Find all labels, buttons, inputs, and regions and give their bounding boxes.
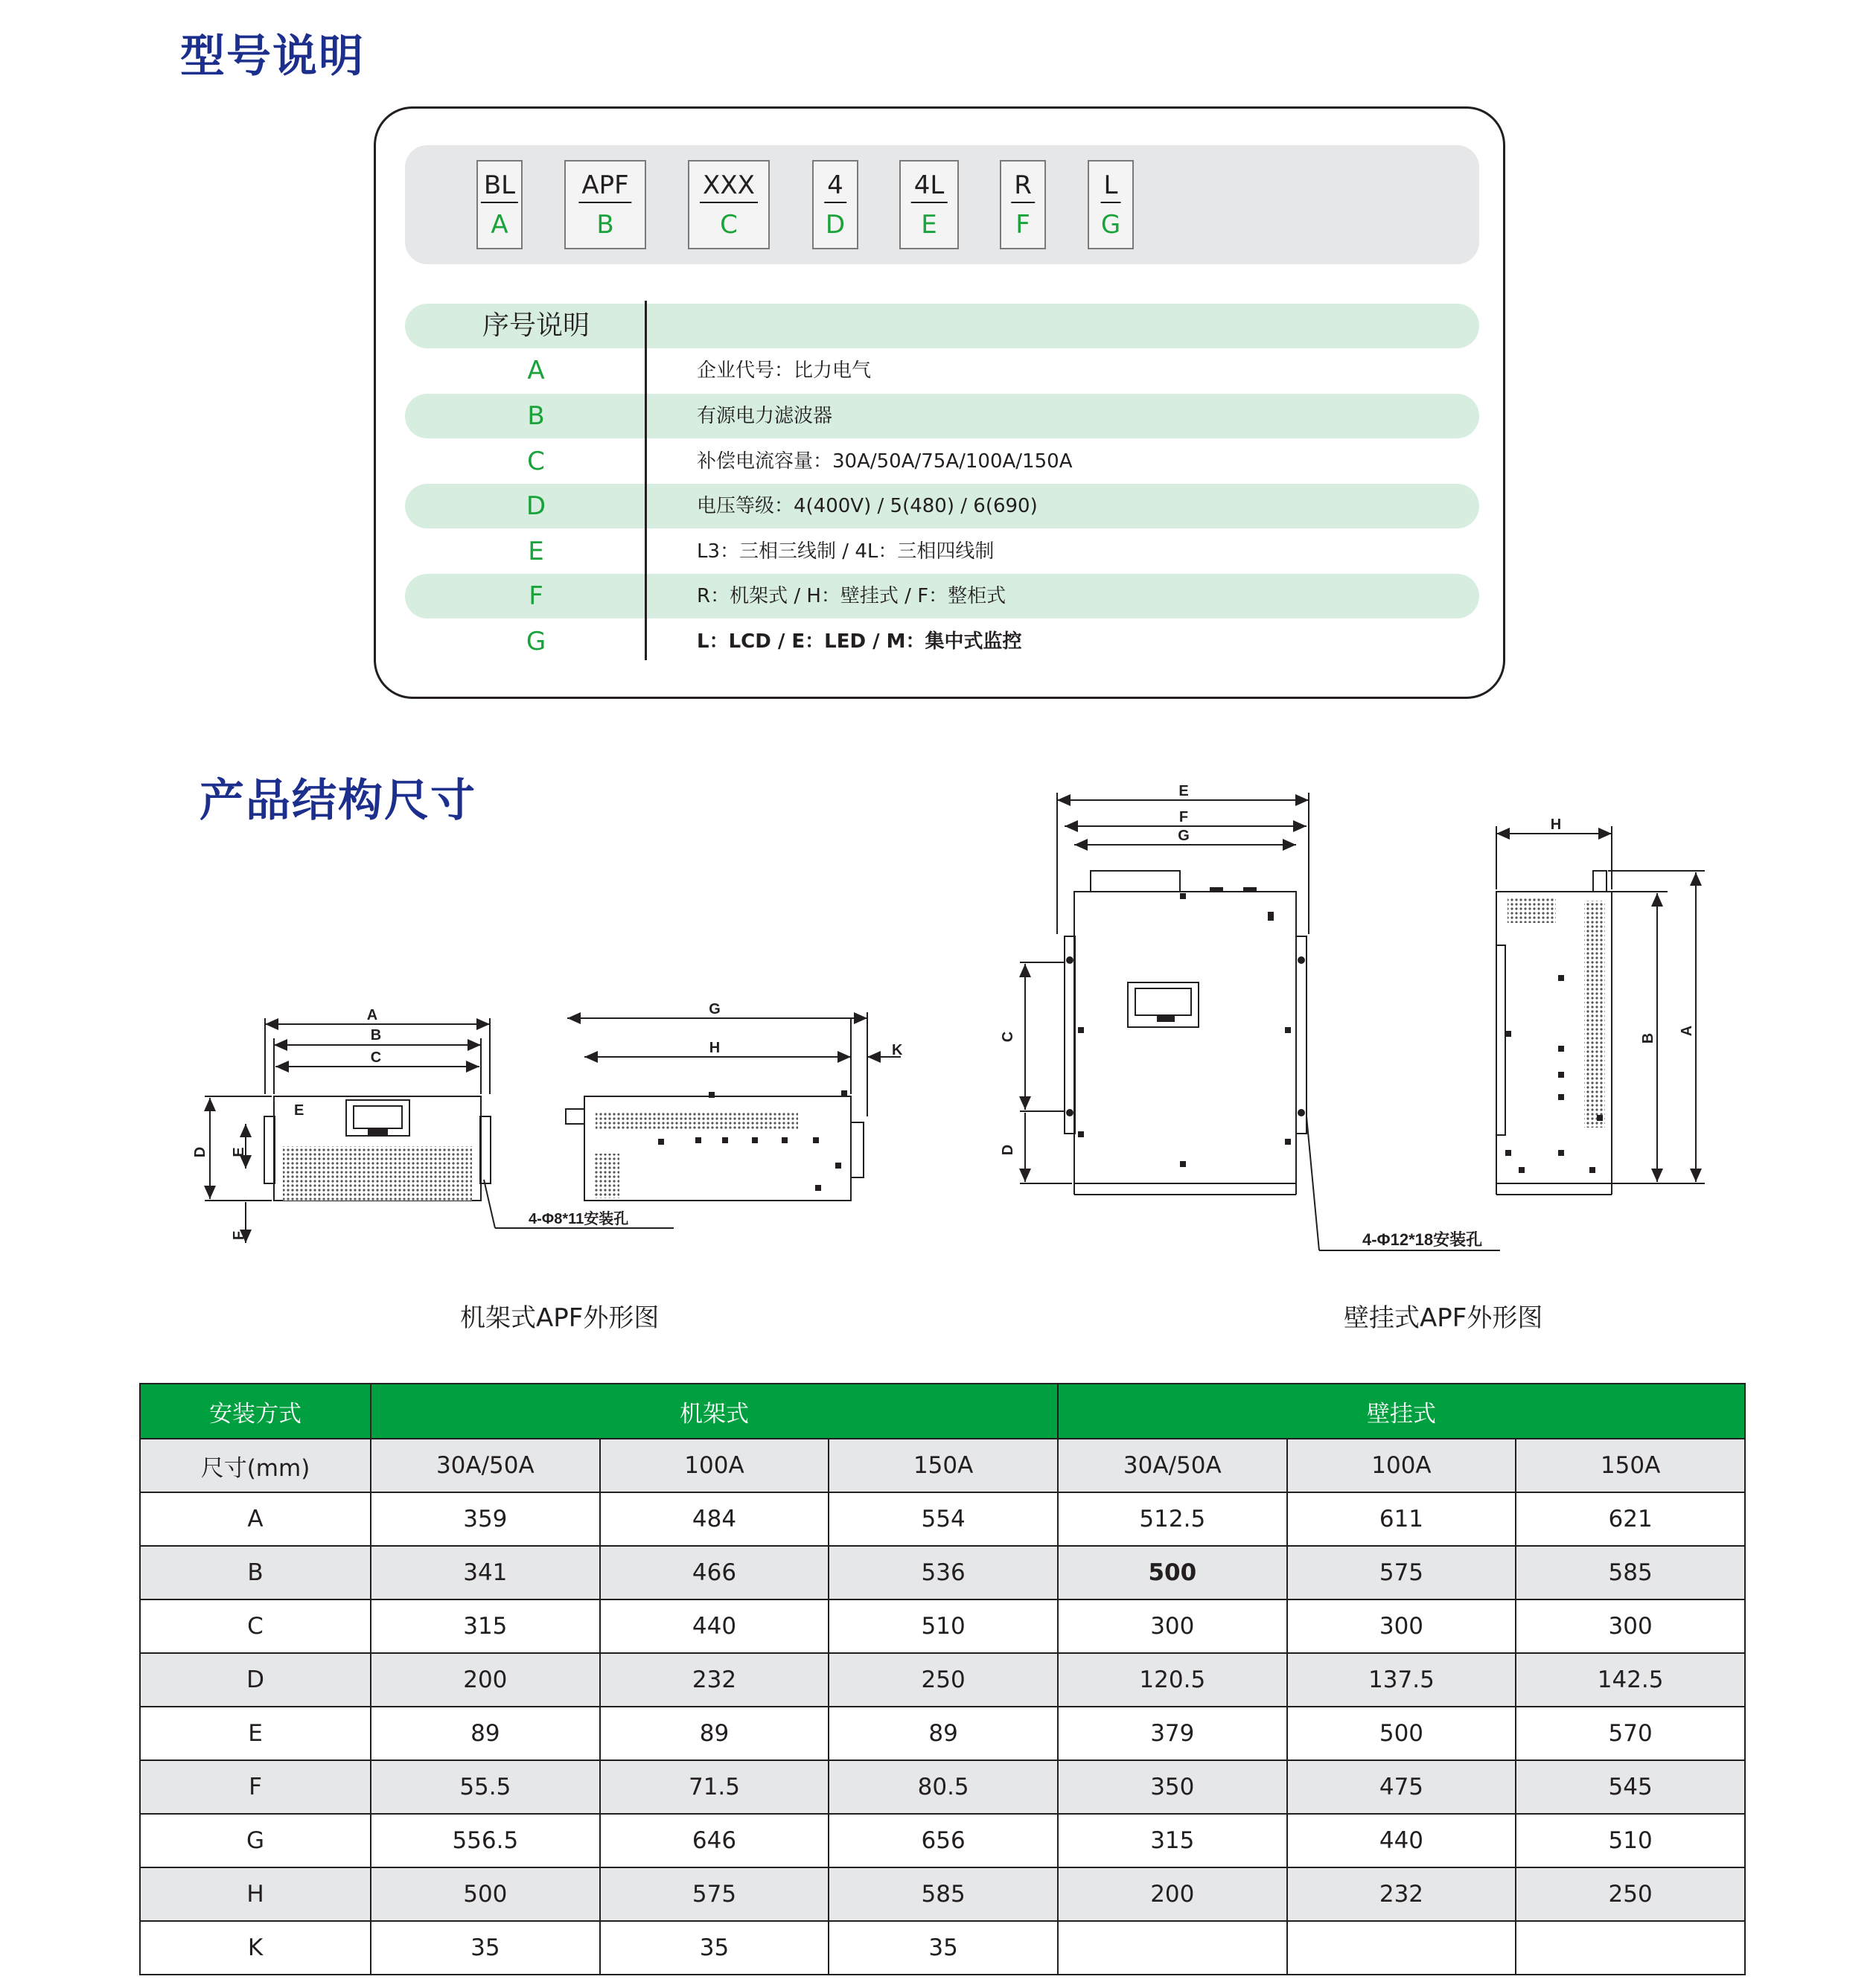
table-cell (1287, 1921, 1516, 1975)
table-row (140, 1867, 1745, 1921)
index-desc: 电压等级：4(400V) / 5(480) / 6(690) (697, 495, 1038, 517)
table-cell: 545 (1516, 1760, 1745, 1814)
dim-label: E (1178, 783, 1189, 799)
dim-label: H (1550, 816, 1562, 833)
dim-label: K (892, 1042, 903, 1058)
table-cell: 35 (829, 1921, 1058, 1975)
dim-label: A (1679, 1025, 1695, 1037)
code-letter: E (921, 210, 937, 240)
wall-side-view (1496, 826, 1705, 1195)
index-letter: A (527, 356, 545, 386)
index-letter: C (527, 447, 545, 476)
table-row (140, 1814, 1745, 1867)
table-cell: 585 (1516, 1546, 1745, 1599)
table-cell: 300 (1287, 1599, 1516, 1653)
table-row (140, 1599, 1745, 1653)
table-cell: 379 (1058, 1707, 1287, 1760)
index-desc: 有源电力滤波器 (697, 405, 833, 427)
table-row (140, 1760, 1745, 1814)
table-cell: 137.5 (1287, 1653, 1516, 1707)
wall-caption: 壁挂式APF外形图 (1344, 1303, 1543, 1333)
dim-label: A (366, 1007, 378, 1023)
table-cell: 556.5 (371, 1814, 600, 1867)
table-cell: 300 (1058, 1599, 1287, 1653)
dimension-section-title: 产品结构尺寸 (200, 775, 476, 827)
index-letter: F (529, 581, 543, 611)
code-value: L (1101, 169, 1121, 203)
index-desc: R：机架式 / H：壁挂式 / F：整柜式 (697, 585, 1006, 607)
table-cell: 35 (371, 1921, 600, 1975)
table-cell: 510 (829, 1599, 1058, 1653)
index-desc: 补偿电流容量：30A/50A/75A/100A/150A (697, 450, 1073, 473)
table-cell: 250 (829, 1653, 1058, 1707)
table-cell: 341 (371, 1546, 600, 1599)
table-cell: 200 (1058, 1867, 1287, 1921)
table-cell: 621 (1516, 1492, 1745, 1546)
table-cell: 500 (371, 1867, 600, 1921)
dim-label: B (370, 1027, 382, 1043)
table-cell: E (140, 1707, 371, 1760)
table-cell: 585 (829, 1867, 1058, 1921)
table-cell: 89 (371, 1707, 600, 1760)
table-cell: 575 (1287, 1546, 1516, 1599)
dim-label: C (1000, 1031, 1016, 1043)
index-desc: 企业代号：比力电气 (697, 359, 872, 382)
code-letter: F (1015, 210, 1030, 240)
table-cell: 575 (600, 1867, 829, 1921)
table-cell: 80.5 (829, 1760, 1058, 1814)
model-section-title: 型号说明 (180, 31, 365, 83)
table-row (140, 1492, 1745, 1546)
subheader-cell: 尺寸(mm) (140, 1439, 371, 1492)
table-cell: D (140, 1653, 371, 1707)
table-cell: 500 (1058, 1546, 1287, 1599)
table-subheader-row (140, 1439, 1745, 1492)
table-cell: H (140, 1867, 371, 1921)
index-letter: D (526, 491, 546, 521)
table-cell: 120.5 (1058, 1653, 1287, 1707)
dim-label: G (1178, 828, 1190, 844)
table-cell: 89 (600, 1707, 829, 1760)
code-value: 4 (824, 169, 846, 203)
dim-label: C (370, 1049, 382, 1066)
table-row (140, 1546, 1745, 1599)
table-cell: K (140, 1921, 371, 1975)
table-header-row (140, 1384, 1745, 1439)
dim-label: F (231, 1230, 247, 1241)
table-cell: F (140, 1760, 371, 1814)
table-cell: 250 (1516, 1867, 1745, 1921)
subheader-cell: 30A/50A (371, 1439, 600, 1492)
subheader-cell: 30A/50A (1058, 1439, 1287, 1492)
dimension-table (139, 1383, 1746, 1975)
code-value: APF (578, 169, 631, 203)
dim-label: F (1178, 809, 1189, 825)
subheader-cell: 150A (1516, 1439, 1745, 1492)
table-cell: G (140, 1814, 371, 1867)
table-cell: 35 (600, 1921, 829, 1975)
subheader-cell: 100A (1287, 1439, 1516, 1492)
code-letter: C (720, 210, 738, 240)
table-cell (1516, 1921, 1745, 1975)
index-letter: E (528, 537, 544, 566)
table-cell: 440 (1287, 1814, 1516, 1867)
rack-hole-note: 4-Φ8*11安装孔 (529, 1211, 629, 1227)
dim-label: E (294, 1102, 304, 1119)
table-row (140, 1707, 1745, 1760)
table-cell: B (140, 1546, 371, 1599)
table-cell: 315 (371, 1599, 600, 1653)
table-cell (1058, 1921, 1287, 1975)
table-cell: 359 (371, 1492, 600, 1546)
table-cell: 71.5 (600, 1760, 829, 1814)
header-cell: 安装方式 (140, 1384, 371, 1439)
wall-hole-note: 4-Φ12*18安装孔 (1362, 1230, 1483, 1249)
dim-label: B (1640, 1032, 1656, 1044)
table-cell: 510 (1516, 1814, 1745, 1867)
index-letter: G (526, 627, 546, 656)
code-letter: B (596, 210, 614, 240)
table-cell: 315 (1058, 1814, 1287, 1867)
table-cell: 300 (1516, 1599, 1745, 1653)
code-value: BL (481, 169, 518, 203)
dim-label: D (192, 1146, 208, 1158)
table-cell: 611 (1287, 1492, 1516, 1546)
table-cell: 536 (829, 1546, 1058, 1599)
dim-label: G (709, 1001, 721, 1017)
table-cell: 232 (600, 1653, 829, 1707)
index-letter: B (527, 401, 545, 431)
table-row (140, 1653, 1745, 1707)
table-cell: A (140, 1492, 371, 1546)
table-cell: 142.5 (1516, 1653, 1745, 1707)
table-cell: 350 (1058, 1760, 1287, 1814)
table-cell: 475 (1287, 1760, 1516, 1814)
table-cell: 646 (600, 1814, 829, 1867)
code-value: R (1011, 169, 1035, 203)
code-letter: G (1100, 210, 1121, 240)
table-cell: 232 (1287, 1867, 1516, 1921)
table-cell: 466 (600, 1546, 829, 1599)
table-cell: 89 (829, 1707, 1058, 1760)
rack-side-view (566, 1012, 901, 1201)
dim-label: E (231, 1147, 247, 1157)
code-value: XXX (700, 169, 758, 203)
table-row (140, 1921, 1745, 1975)
table-cell: 500 (1287, 1707, 1516, 1760)
header-cell: 机架式 (371, 1384, 1058, 1439)
table-cell: 570 (1516, 1707, 1745, 1760)
subheader-cell: 150A (829, 1439, 1058, 1492)
wall-front-view (1020, 793, 1500, 1250)
code-letter: A (491, 210, 508, 240)
dim-label: D (1000, 1144, 1016, 1156)
index-desc: L：LCD / E：LED / M：集中式监控 (697, 630, 1022, 653)
table-cell: C (140, 1599, 371, 1653)
table-cell: 200 (371, 1653, 600, 1707)
rack-caption: 机架式APF外形图 (460, 1303, 660, 1333)
dim-label: H (709, 1040, 721, 1056)
table-cell: 656 (829, 1814, 1058, 1867)
index-header: 序号说明 (482, 310, 590, 341)
header-cell: 壁挂式 (1058, 1384, 1745, 1439)
table-cell: 484 (600, 1492, 829, 1546)
subheader-cell: 100A (600, 1439, 829, 1492)
index-desc: L3：三相三线制 / 4L：三相四线制 (697, 540, 995, 563)
code-letter: D (825, 210, 846, 240)
table-cell: 512.5 (1058, 1492, 1287, 1546)
table-cell: 554 (829, 1492, 1058, 1546)
code-value: 4L (911, 169, 948, 203)
table-cell: 440 (600, 1599, 829, 1653)
table-cell: 55.5 (371, 1760, 600, 1814)
